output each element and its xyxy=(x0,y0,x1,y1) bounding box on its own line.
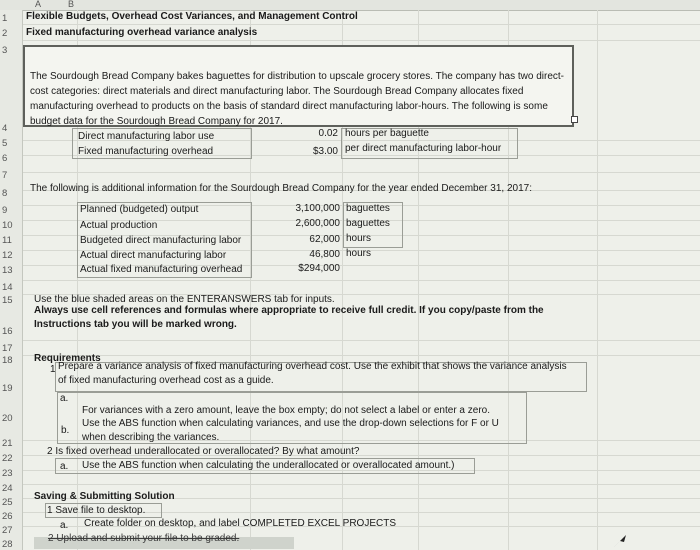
additional-value[interactable]: 46,800 xyxy=(309,249,340,260)
additional-label[interactable]: Budgeted direct manufacturing labor xyxy=(80,235,242,246)
budget-unit[interactable]: per direct manufacturing labor-hour xyxy=(345,143,502,154)
row-number[interactable]: 5 xyxy=(2,138,8,149)
row-number[interactable]: 21 xyxy=(2,438,13,449)
budget-label[interactable]: Fixed manufacturing overhead xyxy=(78,146,214,157)
req1b-line[interactable]: For variances with a zero amount, leave the box empty; do not select a label or enter a zero. xyxy=(82,405,490,416)
additional-heading[interactable]: The following is additional information for the Sourdough Bread Company for the year ended December 31, 2017: xyxy=(30,183,532,194)
req1b-line[interactable]: Use the ABS function when calculating variances, and use the drop-down selections for F or U xyxy=(82,418,499,429)
save-step-1a-label[interactable]: a. xyxy=(60,520,69,531)
row-number[interactable]: 22 xyxy=(2,453,13,464)
column-a-header[interactable]: A xyxy=(35,0,42,9)
additional-label[interactable]: Actual direct manufacturing labor xyxy=(80,250,227,261)
sheet-subtitle[interactable]: Fixed manufacturing overhead variance analysis xyxy=(26,27,258,38)
additional-label[interactable]: Actual fixed manufacturing overhead xyxy=(80,264,243,275)
row-number[interactable]: 13 xyxy=(2,265,13,276)
row-number[interactable]: 27 xyxy=(2,525,13,536)
intro-line: The Sourdough Bread Company bakes baguettes for distribution to upscale grocery stores. The company has two direct- xyxy=(30,71,564,82)
intro-line: budget data for the Sourdough Bread Company for 2017. xyxy=(30,116,283,127)
row-number[interactable]: 1 xyxy=(2,13,8,24)
additional-unit[interactable]: baguettes xyxy=(346,203,390,214)
req2a-text[interactable]: Use the ABS function when calculating the underallocated or overallocated amount.) xyxy=(82,460,455,471)
row-number[interactable]: 10 xyxy=(2,220,13,231)
intro-text-box[interactable] xyxy=(23,45,574,127)
row-number[interactable]: 24 xyxy=(2,483,13,494)
row-number[interactable]: 3 xyxy=(2,45,8,56)
additional-label[interactable]: Planned (budgeted) output xyxy=(80,204,199,215)
additional-unit[interactable]: hours xyxy=(346,248,372,259)
note-blue-areas[interactable]: Use the blue shaded areas on the ENTERANSWERS tab for inputs. xyxy=(34,294,335,305)
row-number[interactable]: 11 xyxy=(2,235,12,246)
row-number[interactable]: 17 xyxy=(2,343,13,354)
row-number[interactable]: 18 xyxy=(2,355,13,366)
row-header-gutter xyxy=(0,10,23,550)
additional-value[interactable]: 3,100,000 xyxy=(295,203,340,214)
additional-value[interactable]: 62,000 xyxy=(309,234,340,245)
row-number[interactable]: 28 xyxy=(2,539,13,550)
row-number[interactable]: 6 xyxy=(2,153,8,164)
row-number[interactable]: 12 xyxy=(2,250,13,261)
row-number[interactable]: 15 xyxy=(2,295,13,306)
note-instructions-tab[interactable]: Instructions tab you will be marked wrong. xyxy=(34,319,237,330)
pointer-cursor-icon xyxy=(612,533,628,549)
additional-value[interactable]: 2,600,000 xyxy=(295,218,340,229)
row-number[interactable]: 20 xyxy=(2,413,13,424)
intro-line: cost categories: direct materials and direct manufacturing labor. The Sourdough Bread Company allocates fixed xyxy=(30,86,524,97)
save-step-1a[interactable]: Create folder on desktop, and label COMPLETED EXCEL PROJECTS xyxy=(84,518,396,529)
budget-value[interactable]: 0.02 xyxy=(318,128,338,139)
req1-line[interactable]: of fixed manufacturing overhead cost as a guide. xyxy=(58,375,274,386)
requirements-heading[interactable]: Requirements xyxy=(34,353,101,364)
req1-line[interactable]: Prepare a variance analysis of fixed manufacturing overhead cost. Use the exhibit that shows the variance analysis xyxy=(58,361,567,372)
additional-label[interactable]: Actual production xyxy=(80,220,158,231)
row-number[interactable]: 9 xyxy=(2,205,8,216)
req1a-label[interactable]: a. xyxy=(60,393,69,404)
req1b-label[interactable]: b. xyxy=(61,425,70,436)
row-number[interactable]: 26 xyxy=(2,511,13,522)
save-step-2[interactable]: 2 Upload and submit your file to be graded. xyxy=(48,533,240,544)
column-b-header[interactable]: B xyxy=(68,0,75,9)
req1-number[interactable]: 1 xyxy=(50,364,56,375)
row-number[interactable]: 8 xyxy=(2,188,8,199)
budget-value[interactable]: $3.00 xyxy=(312,146,338,157)
req1b-line[interactable]: when describing the variances. xyxy=(82,432,220,443)
save-step-1[interactable]: 1 Save file to desktop. xyxy=(47,505,146,516)
additional-value[interactable]: $294,000 xyxy=(298,263,340,274)
additional-unit[interactable]: baguettes xyxy=(346,218,390,229)
intro-line: manufacturing overhead to products on the basis of standard direct manufacturing labor-hours. The following is some xyxy=(30,101,548,112)
sheet-title[interactable]: Flexible Budgets, Overhead Cost Variances, and Management Control xyxy=(26,11,358,22)
save-step-1-cell xyxy=(45,503,162,518)
saving-heading[interactable]: Saving & Submitting Solution xyxy=(34,491,175,502)
column-header-bar xyxy=(0,0,700,11)
row-number[interactable]: 23 xyxy=(2,468,13,479)
budget-unit[interactable]: hours per baguette xyxy=(345,128,429,139)
row-number[interactable]: 14 xyxy=(2,282,13,293)
row-number[interactable]: 19 xyxy=(2,383,13,394)
row-number[interactable]: 4 xyxy=(2,123,8,134)
additional-unit[interactable]: hours xyxy=(346,233,372,244)
note-cell-references[interactable]: Always use cell references and formulas where appropriate to receive full credit. If you copy/paste from the xyxy=(34,305,544,316)
budget-label[interactable]: Direct manufacturing labor use xyxy=(78,131,215,142)
row-number[interactable]: 7 xyxy=(2,170,8,181)
resize-handle[interactable] xyxy=(571,116,578,123)
row-number[interactable]: 2 xyxy=(2,28,8,39)
row-number[interactable]: 25 xyxy=(2,497,13,508)
row-number[interactable]: 16 xyxy=(2,326,13,337)
req2-text[interactable]: 2 Is fixed overhead underallocated or overallocated? By what amount? xyxy=(47,446,360,457)
req2a-label[interactable]: a. xyxy=(60,461,69,472)
